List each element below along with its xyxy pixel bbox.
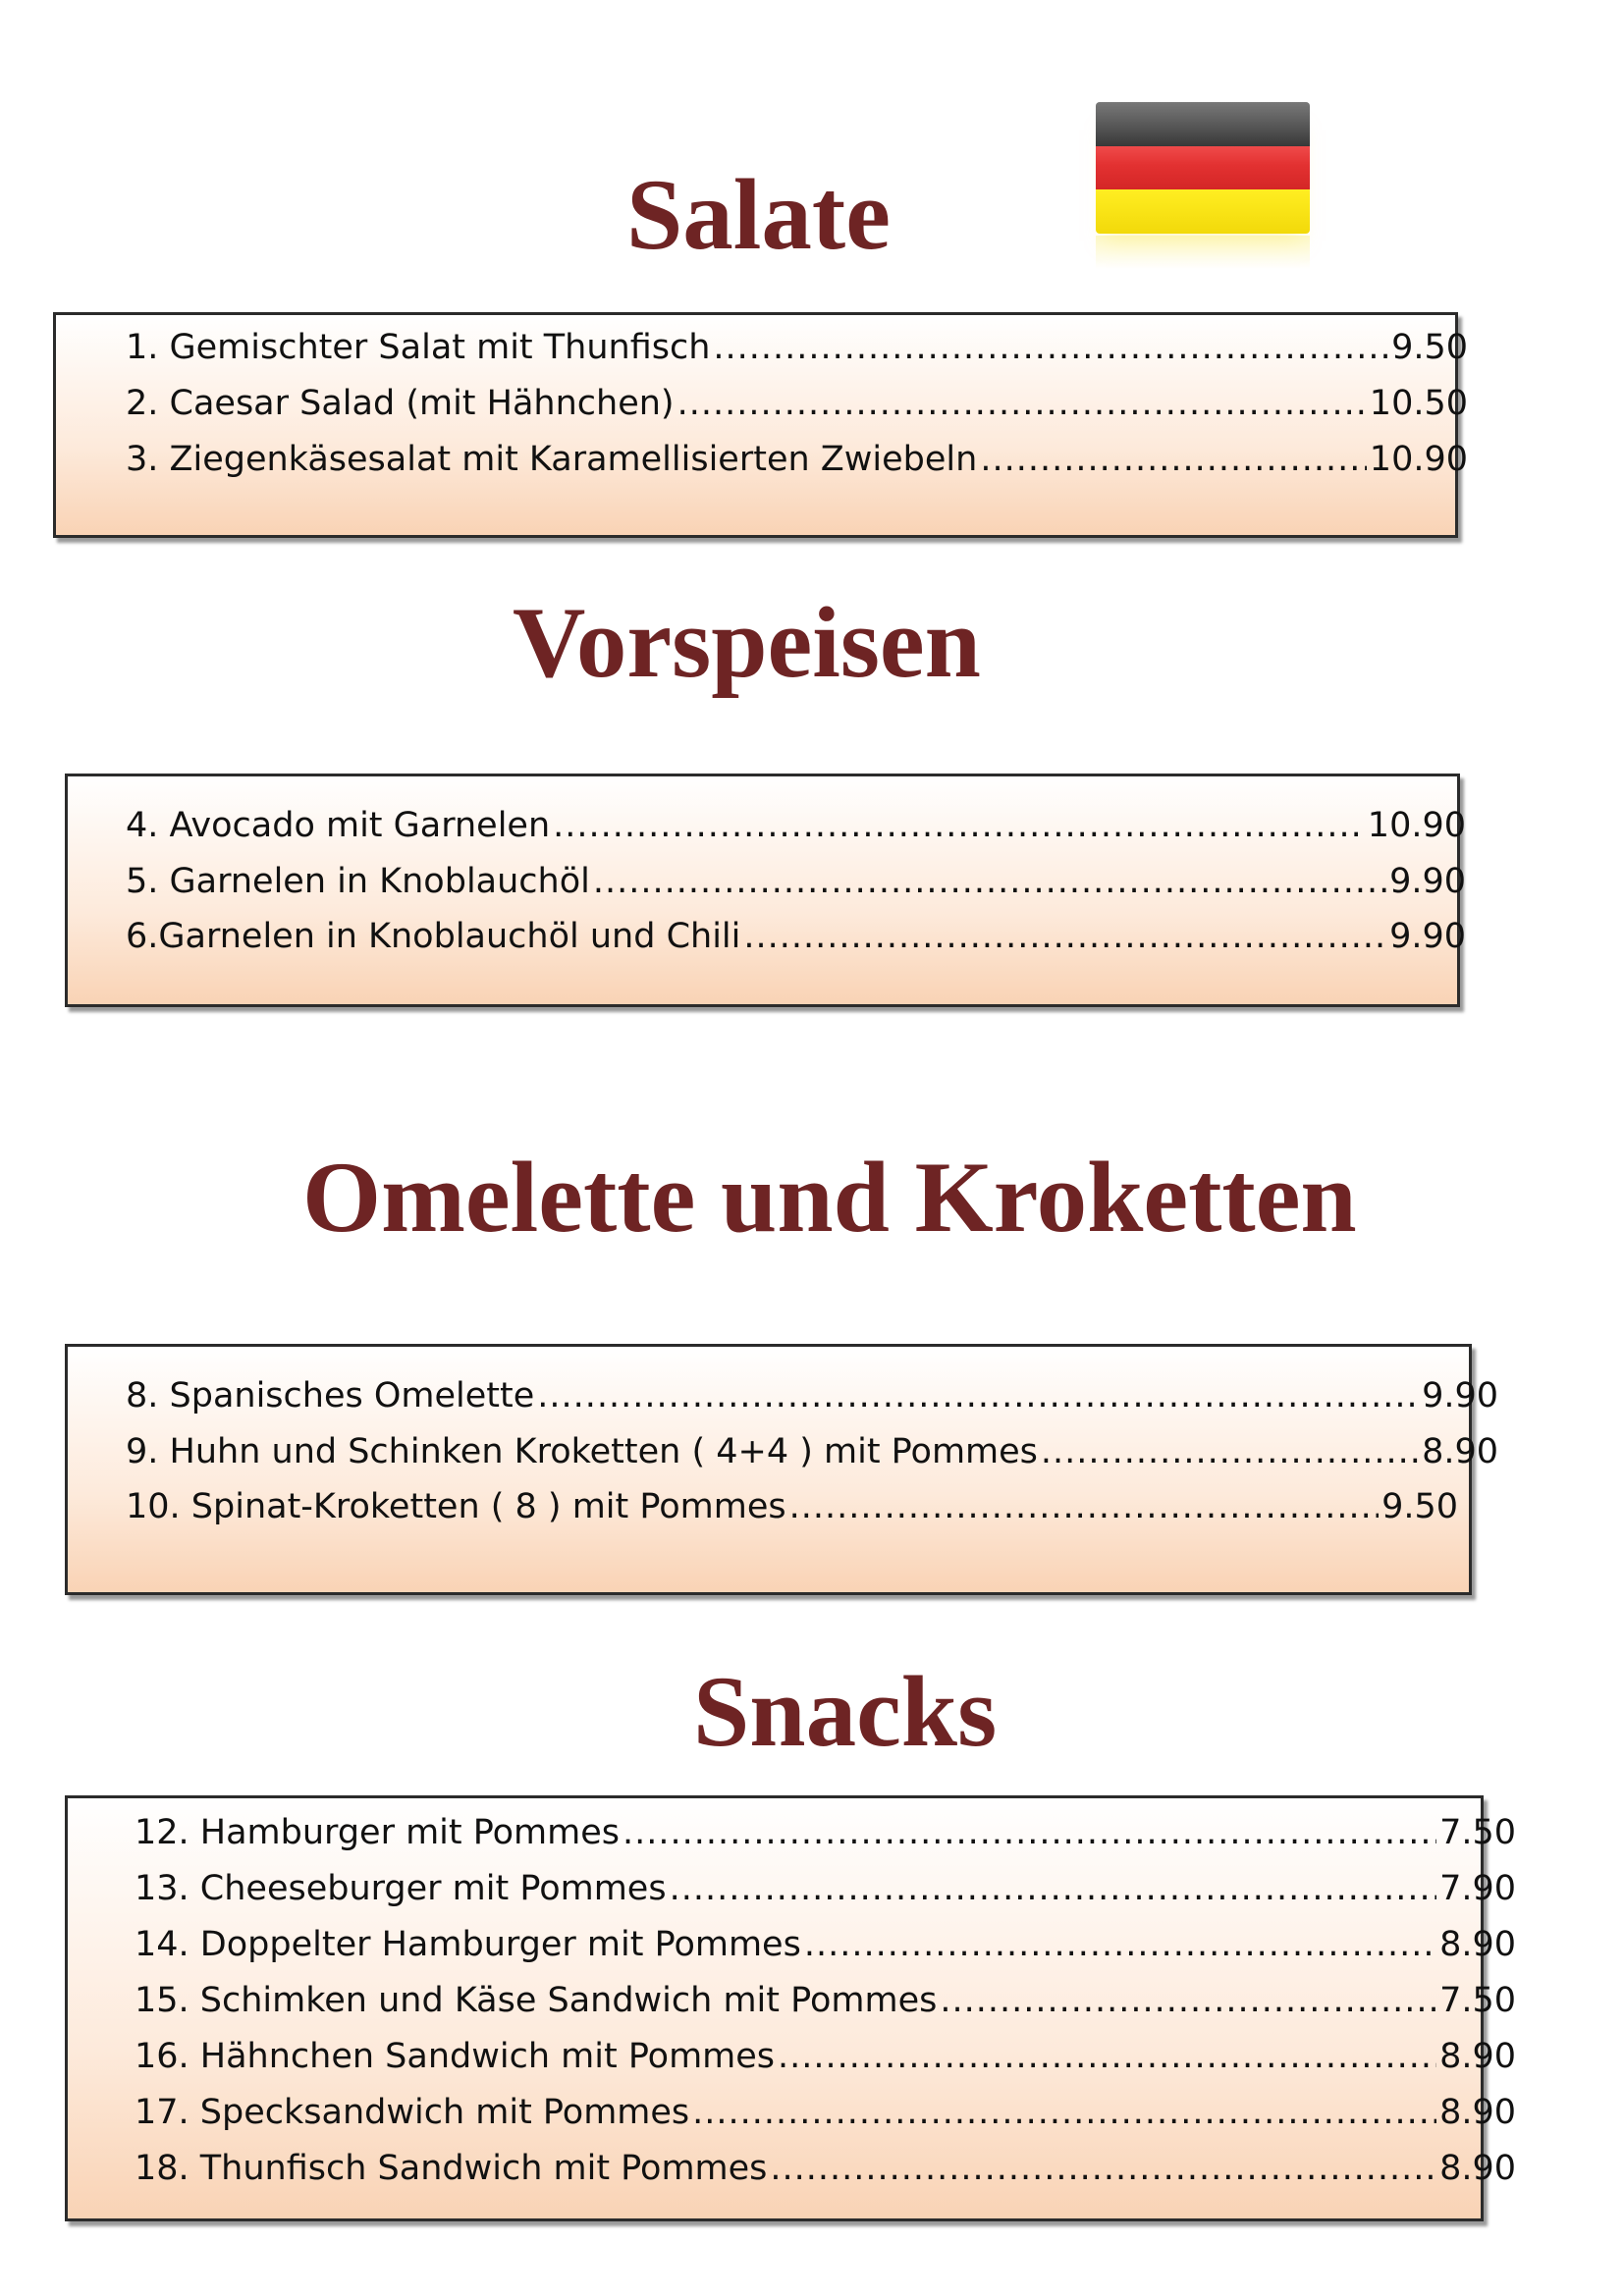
menu-item-name: 4. Avocado mit Garnelen	[126, 806, 551, 845]
menu-item	[126, 328, 1468, 367]
menu-item-price: 8.90	[1439, 2149, 1516, 2188]
dot-leader	[670, 1869, 1436, 1908]
germany-flag-icon	[1096, 102, 1310, 234]
menu-item	[126, 1432, 1498, 1471]
menu-item-name: 16. Hähnchen Sandwich mit Pommes	[135, 2037, 776, 2076]
section-title-vorspeisen: Vorspeisen	[513, 587, 981, 699]
menu-box-vorspeisen	[65, 774, 1466, 1007]
menu-box-salate	[53, 312, 1468, 538]
menu-item-name: 1. Gemischter Salat mit Thunfisch	[126, 328, 711, 367]
menu-item-price: 8.90	[1439, 1925, 1516, 1964]
menu-item-name: 14. Doppelter Hamburger mit Pommes	[135, 1925, 801, 1964]
section-title-omelette: Omelette und Kroketten	[302, 1142, 1357, 1254]
dot-leader	[553, 806, 1365, 845]
menu-box-omelette	[65, 1344, 1498, 1595]
dot-leader	[770, 2149, 1436, 2188]
menu-item	[135, 1925, 1516, 1964]
dot-leader	[743, 917, 1386, 956]
menu-item-price: 9.50	[1381, 1487, 1458, 1526]
menu-item-name: 8. Spanisches Omelette	[126, 1376, 535, 1415]
dot-leader	[623, 1813, 1436, 1852]
menu-item-name: 3. Ziegenkäsesalat mit Karamellisierten Zwiebeln	[126, 440, 978, 479]
menu-item-price: 7.50	[1439, 1813, 1516, 1852]
menu-item	[126, 384, 1468, 423]
menu-item	[126, 440, 1468, 479]
menu-item	[126, 917, 1466, 956]
menu-item	[126, 862, 1466, 901]
menu-item-name: 9. Huhn und Schinken Kroketten ( 4+4 ) mit Pommes	[126, 1432, 1038, 1471]
menu-item	[135, 1813, 1516, 1852]
menu-item	[126, 1376, 1498, 1415]
menu-item	[135, 1981, 1516, 2020]
dot-leader	[1041, 1432, 1419, 1471]
dot-leader	[804, 1925, 1436, 1964]
menu-item	[135, 2149, 1516, 2188]
menu-item-price: 7.50	[1439, 1981, 1516, 2020]
menu-item	[126, 806, 1466, 845]
menu-item-name: 10. Spinat-Kroketten ( 8 ) mit Pommes	[126, 1487, 786, 1526]
menu-item	[135, 2093, 1516, 2132]
menu-item-name: 5. Garnelen in Knoblauchöl	[126, 862, 590, 901]
menu-box-snacks	[65, 1795, 1516, 2221]
dot-leader	[713, 328, 1388, 367]
menu-item-price: 8.90	[1439, 2093, 1516, 2132]
menu-item-name: 12. Hamburger mit Pommes	[135, 1813, 620, 1852]
dot-leader	[789, 1487, 1379, 1526]
menu-item-price: 8.90	[1439, 2037, 1516, 2076]
menu-item-price: 9.90	[1389, 917, 1466, 956]
menu-item-price: 10.50	[1369, 384, 1468, 423]
menu-item-name: 17. Specksandwich mit Pommes	[135, 2093, 690, 2132]
menu-item-name: 15. Schimken und Käse Sandwich mit Pommes	[135, 1981, 938, 2020]
menu-item-name: 13. Cheeseburger mit Pommes	[135, 1869, 667, 1908]
menu-item-name: 18. Thunfisch Sandwich mit Pommes	[135, 2149, 768, 2188]
menu-item-price: 9.90	[1422, 1376, 1498, 1415]
menu-item	[126, 1487, 1458, 1526]
flag-band-gold	[1096, 189, 1310, 234]
menu-item-name: 6.Garnelen in Knoblauchöl und Chili	[126, 917, 741, 956]
menu-item-price: 8.90	[1422, 1432, 1498, 1471]
menu-item-price: 7.90	[1439, 1869, 1516, 1908]
section-title-snacks: Snacks	[693, 1656, 998, 1768]
menu-item-price: 9.50	[1391, 328, 1468, 367]
dot-leader	[537, 1376, 1419, 1415]
section-title-salate: Salate	[626, 159, 891, 271]
dot-leader	[593, 862, 1386, 901]
menu-item-price: 9.90	[1389, 862, 1466, 901]
menu-item-price: 10.90	[1369, 440, 1468, 479]
dot-leader	[677, 384, 1367, 423]
menu-item	[135, 1869, 1516, 1908]
menu-item-price: 10.90	[1367, 806, 1466, 845]
dot-leader	[778, 2037, 1436, 2076]
dot-leader	[692, 2093, 1436, 2132]
menu-item-name: 2. Caesar Salad (mit Hähnchen)	[126, 384, 675, 423]
flag-band-red	[1096, 146, 1310, 190]
flag-band-black	[1096, 102, 1310, 146]
dot-leader	[940, 1981, 1436, 2020]
menu-item	[135, 2037, 1516, 2076]
flag-reflection	[1096, 236, 1310, 269]
dot-leader	[980, 440, 1366, 479]
